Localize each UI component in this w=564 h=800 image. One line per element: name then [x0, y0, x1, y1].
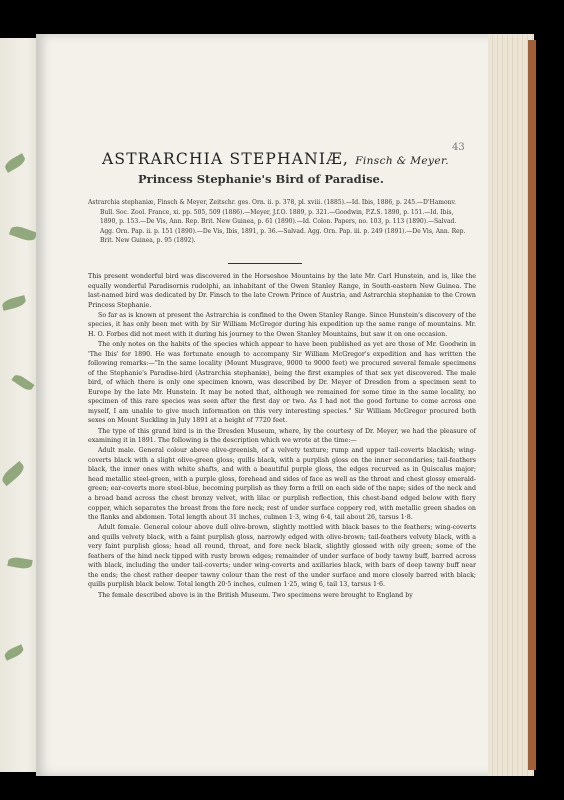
body-text — [88, 272, 476, 601]
page-title — [102, 150, 482, 168]
leaf-illustration — [9, 224, 37, 243]
leaf-illustration — [3, 153, 27, 173]
common-name: Princess Stephanie's Bird of Paradise. — [138, 172, 384, 186]
leaf-illustration — [11, 373, 34, 393]
species-name: ASTRARCHIA STEPHANIÆ, — [102, 150, 350, 168]
paragraph: So far as is known at present the Astrarchia is confined to the Owen Stanley Range. Since Hunstein's discovery of the species, it has only been met with by Sir William McGregor during his expedition up the same range of mountains. Mr. H. O. Forbes did not meet with it during his journey to the Owen Stanley Mountains, but saw it on one occasion. — [88, 311, 476, 338]
leaf-illustration — [3, 644, 25, 661]
species-authors: Finsch & Meyer. — [355, 155, 449, 167]
synonymy-block — [88, 198, 470, 246]
synonymy-entry: Astrarchia stephaniæ, Finsch & Meyer, Zeitschr. ges. Orn. ii. p. 378, pl. xviii. (1885).—Id. Ibis, 1886, p. 245.—D'Hamonv. Bull. Soc. Zool. France, xi. pp. 505, 509 (1886).—Meyer, J.f.O. 1889, p. 321.—Goodwin, P.Z.S. 1890, p. 151.—Id. Ibis, 1890, p. 153.—De Vis, Ann. Rep. Brit. New Guinea, p. 61 (1890).—Id. Colon. Papers, no. 103, p. 113 (1890).—Salvad. Agg. Orn. Pap. ii. p. 151 (1890).—De Vis, Ibis, 1891, p. 36.—Salvad. Agg. Orn. Pap. iii. p. 249 (1891).—De Vis, Ann. Rep. Brit. New Guinea, p. 95 (1892). — [88, 199, 466, 245]
leaf-illustration — [1, 295, 27, 311]
section-divider — [228, 263, 302, 264]
paragraph: Adult male. General colour above olive-greenish, of a velvety texture; rump and upper tail-coverts blackish; wing-coverts black with a slight olive-green gloss; quills black, with a purplish gloss on the inner secondaries; tail-feathers black, the inner ones with white shafts, and with a beautiful purple gloss, the edges recurved as in Quiscalus major; head metallic steel-green, with a purple gloss, forehead and sides of face as well as the throat and chest glossy emerald-green; ear-coverts more steel-blue, becoming purplish as they form a frill on each side of the nape; sides of the neck and a broad band across the chest bronzy velvet, with lilac or purplish reflection, this chest-band edged below with fiery copper, which separates the breast from the fore neck; rest of under surface coppery red, with metallic green shades on the flanks and abdomen. Total length about 31 inches, culmen 1·3, wing 6·4, tail about 26, tarsus 1·8. — [88, 447, 476, 522]
paragraph: This present wonderful bird was discovered in the Horseshoe Mountains by the late Mr. Carl Hunstein, and is, like the equally wonderful Paradisornis rudolphi, an inhabitant of the Owen Stanley Range, in South-eastern New Guinea. The last-named bird was dedicated by Dr. Finsch to the late Crown Prince of Austria, and Astrarchia stephaniæ to the Crown Princess Stephanie. — [88, 273, 476, 309]
book-cover-edge — [528, 40, 536, 770]
paragraph: The type of this grand bird is in the Dresden Museum, where, by the courtesy of Dr. Meyer, we had the pleasure of examining it in 1891. The following is the description which we wrote at the time:— — [88, 427, 476, 445]
leaf-illustration — [7, 556, 32, 570]
page-number: 43 — [452, 142, 465, 153]
paragraph: Adult female. General colour above dull olive-brown, slightly mottled with black bases to the feathers; wing-coverts and quills velvety black, with a faint purplish gloss, narrowly edged with olive-brown; tail-feathers velvety black, with a very faint purplish gloss; head all round, throat, and fore neck black, slightly glossed with oily green; some of the feathers of the hind neck tipped with rusty brown edges; remainder of under surface of body tawny buff, barred across with black, including the under tail-coverts; under wing-coverts and axillaries black, with bars of deep tawny buff near the ends; the chest rather deeper tawny colour than the rest of the under surface and more closely barred with black; quills purplish black below. Total length 20·5 inches, culmen 1·25, wing 6, tail 13, tarsus 1·6. — [88, 524, 476, 589]
paragraph: The only notes on the habits of the species which appear to have been published as yet are those of Mr. Goodwin in 'The Ibis' for 1890. He was fortunate enough to accompany Sir William McGregor's expedition and has written the following remarks:—"In the same locality (Mount Musgrave, 9000 to 9000 feet) we procured several female specimens of the Stephanie's Paradise-bird (Astrarchia stephaniæ), being the first examples of that sex yet discovered. The male bird, of which there is only one specimen known, was described by Dr. Meyer of Dresden from a specimen sent to Europe by the late Mr. Hunstein. It may be noted that, although we remained for some time in the same locality, no specimen of this rare species was seen after the first day or two. As I had not the good fortune to come across one myself, I am unable to give much information on this very interesting species." Sir William McGregor procured both sexes on Mount Suckling in July 1891 at a height of 7720 feet. — [88, 341, 476, 425]
leaf-illustration — [0, 461, 26, 486]
paragraph: The female described above is in the British Museum. Two specimens were brought to England by — [98, 591, 413, 599]
